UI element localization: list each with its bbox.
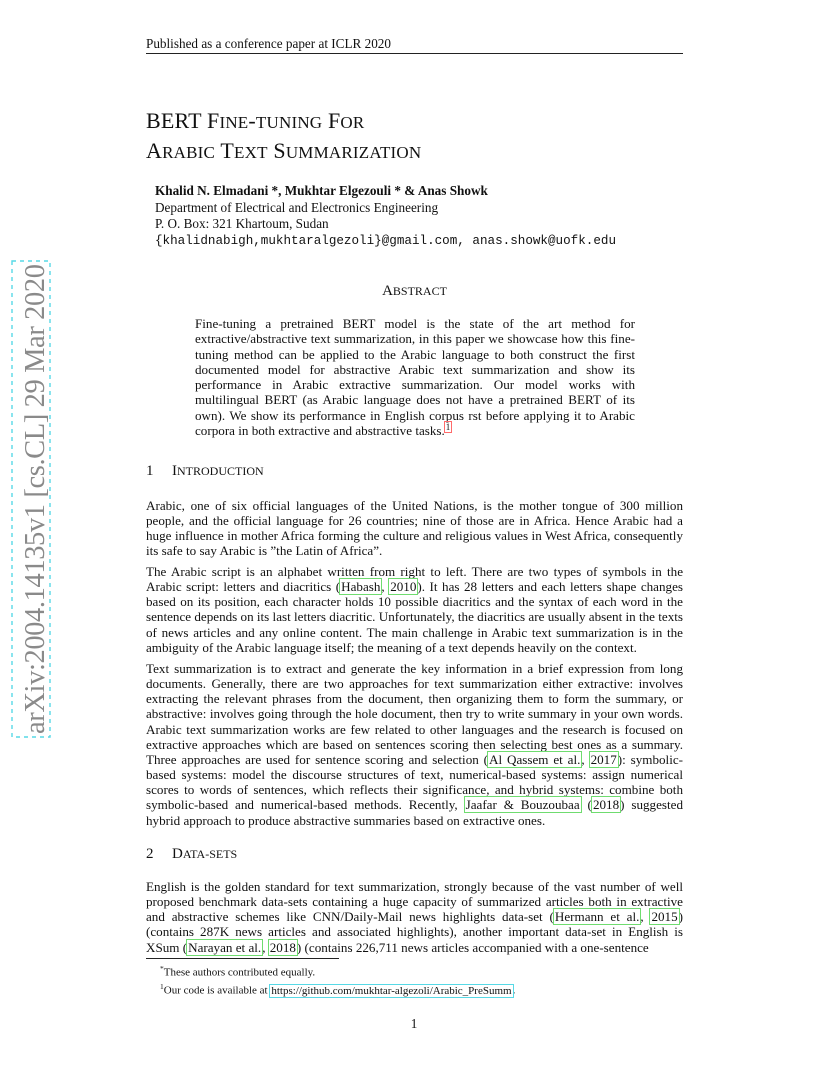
citation-link[interactable]: 2018 <box>269 939 296 955</box>
footnote-mark: * <box>160 964 164 973</box>
footnote-rule <box>146 958 339 959</box>
author-department: Department of Electrical and Electronics Engineering <box>155 199 439 215</box>
footnotes <box>160 962 515 998</box>
footnote-text: . <box>512 984 516 997</box>
section-number: 1 <box>146 463 154 479</box>
author-block <box>155 183 616 249</box>
paragraph-text: ) (contains 226,711 news articles accompanied with a one-sentence <box>296 939 649 955</box>
citation-link[interactable]: Hermann et al. <box>554 909 640 925</box>
intro-paragraph-2 <box>146 564 683 655</box>
citation-link[interactable]: Narayan et al. <box>188 939 262 955</box>
citation-link[interactable]: Al Qassem et al. <box>489 751 581 767</box>
section-title: NTRODUCTION <box>177 464 264 478</box>
paragraph-text: Arabic, one of six official languages of the United Nations, is the mother tongue of 300 million people, and the official language for 26 countries; nine of those are in Africa. Hence Arabic had a huge influence in mother Africa forming the culture and religious values in West Africa, consequently its safe to say Arabic is ”the Latin of Africa”. <box>146 498 683 559</box>
title-line-2 <box>146 137 706 167</box>
code-url-link[interactable]: https://github.com/mukhtar-algezoli/Arabic_PreSumm <box>271 984 512 997</box>
citation-link[interactable]: 2018 <box>592 797 620 813</box>
title-text: OR <box>340 113 365 132</box>
paper-title <box>146 107 706 167</box>
abstract-text: Fine-tuning a pretrained BERT model is the state of the art method for extractive/abstractive text summarization, in this paper we showcase how this fine-tuning method can be applied to the Arabic language to both construct the first documented model for abstractive Arabic text summarization and show its performance in Arabic extractive summarization. Our model works with multilingual BERT (as Arabic language does not have a pretrained BERT of its own). We show its performance in English corpus rst before applying it to Arabic corpora in both extractive and abstractive tasks. <box>195 316 635 439</box>
running-header: Published as a conference paper at ICLR 2020 <box>146 36 391 51</box>
footnote-mark: 1 <box>160 982 164 992</box>
paragraph-text: English is the golden standard for text summarization, strongly because of the vast number of well proposed benchmark data-sets containing a huge capacity of summarized articles both in extractive and abstractive schemes like CNN/Daily-Mail news highlights data-set ( <box>146 879 683 925</box>
author-names: Khalid N. Elmadani *, Mukhtar Elgezouli * & Anas Showk <box>155 183 488 198</box>
title-text: BERT F <box>146 108 220 133</box>
page-number: 1 <box>410 1016 418 1031</box>
title-text: RABIC <box>162 143 216 162</box>
author-address: P. O. Box: 321 Khartoum, Sudan <box>155 216 329 231</box>
title-text: TUNING <box>255 113 323 132</box>
paragraph-text: , <box>262 939 269 955</box>
author-emails: {khalidnabigh,mukhtaralgezoli}@gmail.com, anas.showk@uofk.edu <box>155 233 617 248</box>
datasets-paragraph-1 <box>146 879 683 955</box>
citation-link[interactable]: Habash <box>341 579 381 595</box>
section-number: 2 <box>146 846 154 862</box>
title-text: INE <box>219 113 249 132</box>
title-text: F <box>322 108 341 133</box>
citation-link[interactable]: 2015 <box>651 909 678 925</box>
footnote-equal-contribution <box>160 962 515 980</box>
title-text: EXT <box>234 143 268 162</box>
citation-link[interactable]: Jaafar & Bouzoubaa <box>465 797 580 813</box>
abstract-paragraph <box>195 316 635 438</box>
section-heading-datasets <box>146 846 237 863</box>
title-text: UMMARIZATION <box>285 143 422 162</box>
paragraph-text: ). It has 28 letters and each letters shape changes based on its position, each character holds 10 possible diacritics and the syntax of each word in the sentence depends on its last letters diacritic. Unfortunately, the diacritics are usually absent in the texts of news articles and any online content. The main challenge in Arabic text summarization is in the ambiguity of the Arabic language itself; the meaning of a text depends heavily on the context. <box>146 579 683 655</box>
paragraph-text: ) suggested hybrid approach to produce abstractive summaries based on extractive ones. <box>146 797 683 828</box>
header-rule <box>146 53 683 54</box>
paragraph-text: , <box>581 751 590 767</box>
title-line-1 <box>146 107 706 137</box>
section-title: ATA-SETS <box>182 847 238 861</box>
paragraph-text: ) (contains 287K news articles and associated highlights), another important data-set in English is XSum ( <box>146 909 684 955</box>
abstract-heading-text: BSTRACT <box>392 284 447 298</box>
section-heading-introduction <box>146 463 264 480</box>
footnote-text: These authors contributed equally. <box>163 966 316 979</box>
abstract-heading-text: A <box>382 283 393 299</box>
paragraph-text: The Arabic script is an alphabet written from right to left. There are two types of symbols in the Arabic script: letters and diacritics ( <box>146 564 683 595</box>
title-text: A <box>146 138 163 163</box>
paragraph-text: ( <box>580 797 592 813</box>
abstract-heading <box>146 283 683 300</box>
title-text: T <box>215 138 235 163</box>
citation-link[interactable]: 2017 <box>590 751 617 767</box>
section-title: I <box>172 463 177 479</box>
title-text: - <box>248 108 256 133</box>
paragraph-text: ): symbolic-based systems: model the discourse structures of text, numerical-based systems: assign numerical scores to words of sentences, which reflects their significance, and hybrid systems: combine both symbolic-based and numerical-based methods. Recently, <box>146 751 683 813</box>
intro-paragraph-3 <box>146 661 683 828</box>
paragraph-text: , <box>640 909 651 925</box>
arxiv-stamp-graphic <box>8 260 52 738</box>
intro-paragraph-1 <box>146 498 683 559</box>
footnote-ref-link[interactable]: 1 <box>445 421 451 432</box>
footnote-code <box>160 980 515 998</box>
citation-link[interactable]: 2010 <box>390 579 417 595</box>
title-text: S <box>267 138 286 163</box>
footnote-text: Our code is available at <box>163 984 271 997</box>
arxiv-stamp[interactable] <box>8 260 52 738</box>
arxiv-stamp-text: arXiv:2004.14135v1 [cs.CL] 29 Mar 2020 <box>20 264 51 734</box>
abstract-body <box>195 316 635 438</box>
paragraph-text: Text summarization is to extract and generate the key information in a brief expression from long documents. Generally, there are two approaches for text summarization either extractive: involves extracting the relevant phrases from the document, then organizing them to form the summary, or abstractive: involves going through the hole document, then try to write summary in your own words. Arabic text summarization works are few related to other languages and the research is focused on extractive approaches which are based on sentences scoring then selecting best ones as a summary. Three approaches are used for sentence scoring and selection ( <box>146 661 683 767</box>
section-title: D <box>172 846 183 862</box>
paragraph-text: , <box>381 579 390 595</box>
